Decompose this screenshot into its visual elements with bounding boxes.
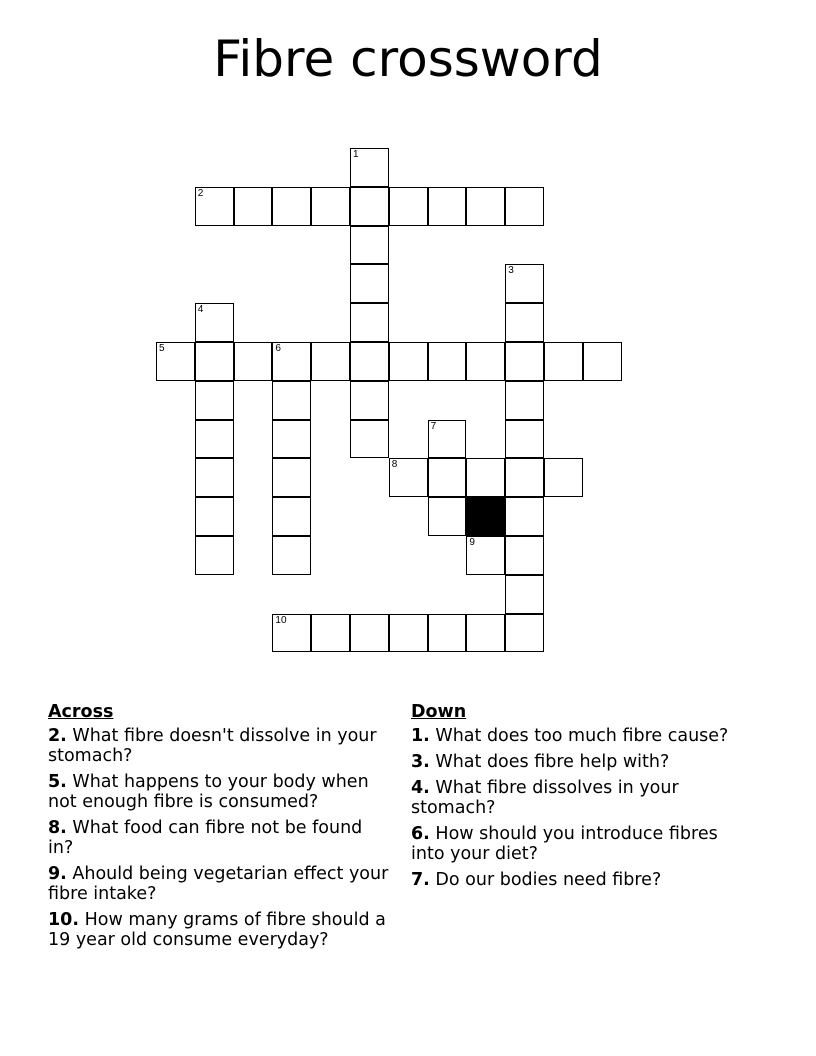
crossword-cell[interactable] <box>505 458 544 497</box>
clue-text: Do our bodies need fibre? <box>435 870 662 890</box>
crossword-cell[interactable] <box>350 264 389 303</box>
clue-number-label: 4 <box>197 304 204 316</box>
crossword-cell[interactable] <box>466 187 505 226</box>
crossword-cell[interactable] <box>272 614 311 653</box>
page-title: Fibre crossword <box>213 30 603 88</box>
clue-number: 1. <box>411 726 430 746</box>
crossword-cell[interactable] <box>505 497 544 536</box>
clue-number: 5. <box>48 772 67 792</box>
crossword-cell[interactable] <box>466 614 505 653</box>
clue-text: How many grams of fibre should a 19 year old consume everyday? <box>48 910 386 950</box>
clue-number-label: 7 <box>430 420 437 432</box>
crossword-cell[interactable] <box>311 342 350 381</box>
crossword-cell[interactable] <box>466 458 505 497</box>
crossword-cell[interactable] <box>350 303 389 342</box>
crossword-cell[interactable] <box>466 342 505 381</box>
clue-number-label: 9 <box>469 537 475 548</box>
down-heading: Down <box>411 702 467 722</box>
crossword-cell[interactable] <box>350 226 389 265</box>
crossword-cell[interactable] <box>428 342 467 381</box>
clue-text: What does too much fibre cause? <box>435 726 729 746</box>
crossword-cell[interactable] <box>156 342 195 381</box>
clue-across-10 <box>48 910 393 950</box>
crossword-cell[interactable] <box>195 303 234 342</box>
crossword-cell[interactable] <box>350 187 389 226</box>
crossword-cell[interactable] <box>389 614 428 653</box>
crossword-cell[interactable] <box>583 342 622 381</box>
across-heading: Across <box>48 702 114 722</box>
clue-text: What fibre dissolves in your stomach? <box>411 778 679 818</box>
clue-down-7 <box>411 870 756 890</box>
clue-number: 10. <box>48 910 80 930</box>
clue-across-2 <box>48 726 393 766</box>
crossword-cell[interactable] <box>466 536 505 575</box>
crossword-cell[interactable] <box>505 381 544 420</box>
crossword-cell[interactable] <box>505 187 544 226</box>
clue-number-label: 3 <box>508 265 514 277</box>
crossword-cell[interactable] <box>234 187 273 226</box>
clue-number: 4. <box>411 778 430 798</box>
clue-across-9 <box>48 864 393 904</box>
crossword-cell[interactable] <box>389 342 428 381</box>
clue-number: 7. <box>411 870 430 890</box>
crossword-cell[interactable] <box>195 381 234 420</box>
crossword-cell[interactable] <box>195 458 234 497</box>
clue-text: What food can fibre not be found in? <box>48 818 363 858</box>
clue-number-label: 6 <box>275 343 281 354</box>
crossword-cell[interactable] <box>505 342 544 381</box>
crossword-cell[interactable] <box>350 614 389 653</box>
across-clues <box>48 702 393 956</box>
crossword-cell[interactable] <box>272 458 311 497</box>
crossword-cell[interactable] <box>195 536 234 575</box>
crossword-cell[interactable] <box>272 381 311 420</box>
crossword-cell[interactable] <box>272 420 311 459</box>
crossword-cell[interactable] <box>234 342 273 381</box>
clue-number: 8. <box>48 818 67 838</box>
clue-number: 6. <box>411 824 430 844</box>
crossword-cell[interactable] <box>350 342 389 381</box>
crossword-cell[interactable] <box>311 187 350 226</box>
crossword-cell[interactable] <box>350 148 389 187</box>
clue-down-6 <box>411 824 756 864</box>
crossword-cell[interactable] <box>428 187 467 226</box>
crossword-cell[interactable] <box>272 342 311 381</box>
crossword-cell[interactable] <box>311 614 350 653</box>
crossword-cell[interactable] <box>195 497 234 536</box>
crossword-cell[interactable] <box>505 303 544 342</box>
crossword-cell[interactable] <box>428 497 467 536</box>
clue-number: 3. <box>411 752 430 772</box>
crossword-cell[interactable] <box>544 458 583 497</box>
clue-number-label: 10 <box>275 614 287 626</box>
clue-text: Ahould being vegetarian effect your fibre intake? <box>48 864 389 904</box>
crossword-cell[interactable] <box>389 458 428 497</box>
clue-down-1 <box>411 726 756 746</box>
down-clues <box>411 702 756 896</box>
crossword-cell[interactable] <box>428 614 467 653</box>
crossword-cell[interactable] <box>195 420 234 459</box>
crossword-cell[interactable] <box>505 420 544 459</box>
crossword-cell[interactable] <box>272 497 311 536</box>
crossword-cell[interactable] <box>428 420 467 459</box>
crossword-cell[interactable] <box>505 575 544 614</box>
clue-text: What does fibre help with? <box>435 752 670 772</box>
crossword-cell[interactable] <box>272 187 311 226</box>
clue-number-label: 2 <box>197 187 204 199</box>
crossword-cell[interactable] <box>505 536 544 575</box>
clue-number: 9. <box>48 864 67 884</box>
crossword-cell[interactable] <box>195 187 234 226</box>
crossword-cell[interactable] <box>350 381 389 420</box>
clue-down-3 <box>411 752 756 772</box>
crossword-cell[interactable] <box>195 342 234 381</box>
crossword-cell[interactable] <box>350 420 389 459</box>
clue-down-4 <box>411 778 756 818</box>
clue-number-label: 8 <box>391 459 398 471</box>
crossword-cell[interactable] <box>544 342 583 381</box>
clue-number-label: 5 <box>159 343 165 354</box>
crossword-cell[interactable] <box>505 614 544 653</box>
crossword-cell[interactable] <box>428 458 467 497</box>
clue-text: What fibre doesn't dissolve in your stomach? <box>48 726 377 766</box>
clue-text: What happens to your body when not enough fibre is consumed? <box>48 772 369 812</box>
crossword-cell[interactable] <box>505 264 544 303</box>
clue-number-label: 1 <box>353 149 359 160</box>
crossword-cell[interactable] <box>389 187 428 226</box>
clue-across-5 <box>48 772 393 812</box>
clue-number: 2. <box>48 726 67 746</box>
black-cell <box>466 497 505 536</box>
clue-text: How should you introduce fibres into your diet? <box>411 824 718 864</box>
crossword-cell[interactable] <box>272 536 311 575</box>
clue-across-8 <box>48 818 393 858</box>
